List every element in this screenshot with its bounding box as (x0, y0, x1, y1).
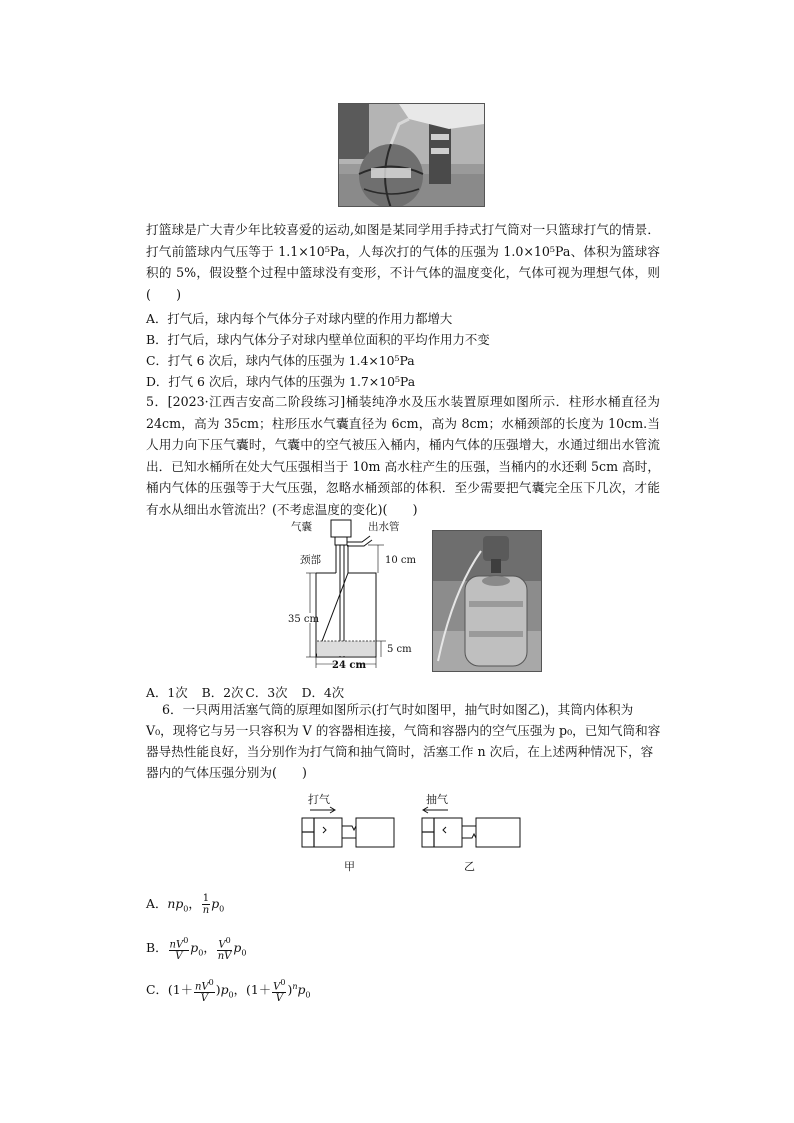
basketball-photo (338, 103, 485, 207)
pump-diagram (296, 790, 526, 880)
label-fig-a: 甲 (344, 860, 355, 873)
q6-option-a: A．$np_0$， $\frac{1}{n}$ $p_0$ (146, 893, 225, 916)
q5-option-b: B．2次 (201, 685, 244, 700)
q4-option-c: C．打气 6 次后，球内气体的压强为 1.4×10⁵Pa (146, 353, 415, 368)
q5-stem: 5．[2023·江西吉安高二阶段练习]桶装纯净水及压水装置原理如图所示．柱形水桶直径为 24cm，高为 35cm；柱形压水气囊直径为 6cm，高为 8cm；水桶颈部的长度为 10cm.当人用力向下压气囊时，气囊中的空气被压入桶内，桶内气体的压强增大，水通过细出水管流出．已知水桶所在处大气压强相当于 10m 高水柱产生的压强，当桶内的水还剩 5cm 高时，桶内气体的压强等于大气压强，忽略水桶颈部的体积．至少需要把气囊完全压下几次，才能有水从细出水管流出？(不考虑温度的变化)( ) (146, 394, 660, 517)
q5-option-c: C．3次 (245, 685, 288, 700)
q6-stem-line3: 器导热性能良好，当分别作为打气筒和抽气筒时，活塞工作 n 次后，在上述两种情况下，容 (146, 744, 654, 759)
label-pump-in: 打气 (308, 793, 330, 806)
q4-option-b: B．打气后，球内气体分子对球内壁单位面积的平均作用力不变 (146, 332, 490, 347)
q6-stem-line1: 6．一只两用活塞气筒的原理如图所示(打气时如图甲，抽气时如图乙)，其筒内体积为 (162, 702, 634, 717)
q6-stem-line2: V₀，现将它与另一只容积为 V 的容器相连接，气筒和容器内的空气压强为 p₀，已知气筒和容 (146, 723, 661, 738)
label-outlet: 出水管 (368, 521, 400, 533)
label-diameter: 24 cm (332, 660, 367, 671)
label-neck-length: 10 cm (385, 555, 416, 566)
label-neck: 颈部 (300, 554, 321, 566)
label-airbag: 气囊 (291, 521, 312, 533)
water-pump-diagram (288, 518, 428, 678)
label-water: 5 cm (387, 644, 412, 655)
label-pump-out: 抽气 (426, 793, 448, 806)
q6-stem-line4: 器内的气体压强分别为( ) (146, 765, 307, 780)
q6-option-b: B． $\frac{nV^0}{V}$ $p_0$， $\frac{V^0}{nV}$ $p_0$ (146, 936, 247, 963)
q5-options-row (146, 683, 344, 701)
q4-option-d: D．打气 6 次后，球内气体的压强为 1.7×10⁵Pa (146, 374, 416, 389)
q5-option-a: A．1次 (146, 685, 188, 700)
q4-stem: 打篮球是广大青少年比较喜爱的运动,如图是某同学用手持式打气筒对一只篮球打气的情景．打气前篮球内气压等于 1.1×10⁵Pa，人每次打的气体的压强为 1.0×10⁵Pa、体积为篮球容积的 5%，假设整个过程中篮球没有变形，不计气体的温度变化，气体可视为理想气体，则( ) (146, 222, 660, 302)
q4-option-a: A．打气后，球内每个气体分子对球内壁的作用力都增大 (146, 311, 453, 326)
label-fig-b: 乙 (464, 860, 475, 873)
water-bucket-photo (432, 530, 542, 672)
label-height: 35 cm (288, 614, 319, 625)
q6-option-c: C．(1＋ $\frac{nV^0}{V}$ )$p_0$，(1＋ $\frac{V^0}{V}$ )$^np_0$ (146, 978, 311, 1005)
q5-option-d: D．4次 (301, 685, 345, 700)
